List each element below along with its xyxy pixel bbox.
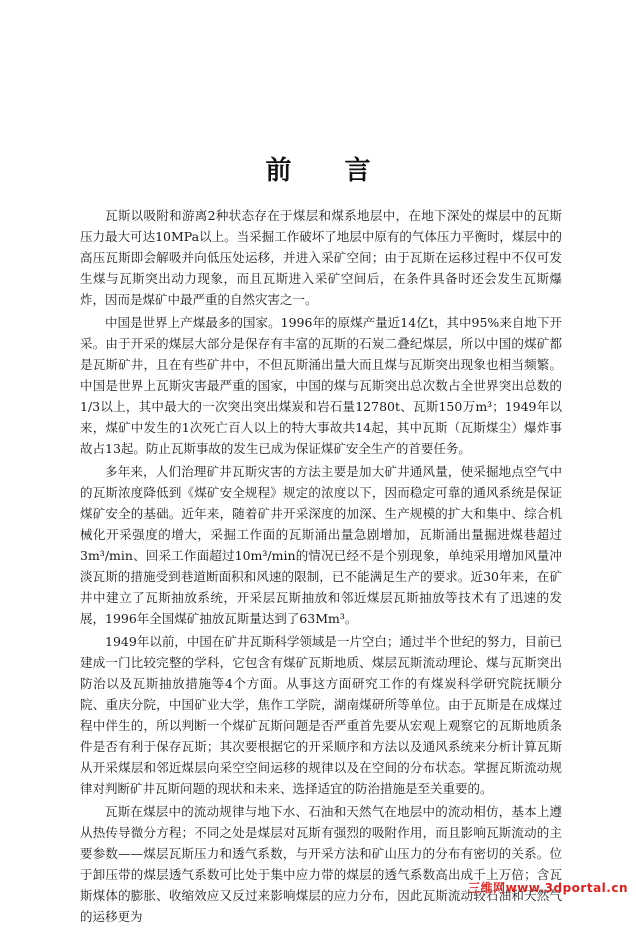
page-title: 前 言 [265, 156, 393, 186]
preface-body [80, 205, 562, 929]
paragraph-5: 瓦斯在煤层中的流动规律与地下水、石油和天然气在地层中的流动相仿，基本上遵从热传导微分方程；不同之处是煤层对瓦斯有强烈的吸附作用，而且影响瓦斯流动的主要参数——煤层瓦斯压力和透气系数，与开采方法和矿山压力的分布有密切的关系。位于卸压带的煤层透气系数可比处于集中应力带的煤层的透气系数高出成千上万倍；含瓦斯煤体的膨胀、收缩效应又反过来影响煤层的应力分布，因此瓦斯流动较石油和天然气的运移更为 [80, 804, 562, 924]
watermark: 三维网www.3dportal.cn [468, 881, 628, 895]
paragraph-1: 瓦斯以吸附和游离2种状态存在于煤层和煤系地层中，在地下深处的煤层中的瓦斯压力最大可达10MPa以上。当采掘工作破坏了地层中原有的气体压力平衡时，煤层中的高压瓦斯即会解吸并向低压处运移，并进入采矿空间；由于瓦斯在运移过程中不仅可发生煤与瓦斯突出动力现象，而且瓦斯进入采矿空间后，在条件具备时还会发生瓦斯爆炸，因而是煤矿中最严重的自然灾害之一。 [80, 208, 562, 307]
paragraph-4: 1949年以前，中国在矿井瓦斯科学领域是一片空白；通过半个世纪的努力，目前已建成一门比较完整的学科，它包含有煤矿瓦斯地质、煤层瓦斯流动理论、煤与瓦斯突出防治以及瓦斯抽放措施等4个方面。从事这方面研究工作的有煤炭科学研究院抚顺分院、重庆分院，中国矿业大学，焦作工学院，湖南煤研所等单位。由于瓦斯是在成煤过程中伴生的，所以判断一个煤矿瓦斯问题是否严重首先要从宏观上观察它的瓦斯地质条件是否有利于保存瓦斯；其次要根据它的开采顺序和方法以及通风系统来分析计算瓦斯从开采煤层和邻近煤层向采空空间运移的规律以及在空间的分布状态。掌握瓦斯流动规律对判断矿井瓦斯问题的现状和未来、选择适宜的防治措施是至关重要的。 [80, 634, 562, 796]
paragraph-3: 多年来，人们治理矿井瓦斯灾害的方法主要是加大矿井通风量，使采掘地点空气中的瓦斯浓度降低到《煤矿安全规程》规定的浓度以下，因而稳定可靠的通风系统是保证煤矿安全的基础。近年来，随着矿井开采深度的加深、生产规模的扩大和集中、综合机械化开采强度的增大，采掘工作面的瓦斯涌出量急剧增加，瓦斯涌出量掘进煤巷超过3m³/min、回采工作面超过10m³/min的情况已经不是个别现象，单纯采用增加风量冲淡瓦斯的措施受到巷道断面积和风速的限制，已不能满足生产的要求。近30年来，在矿井中建立了瓦斯抽放系统，开采层瓦斯抽放和邻近煤层瓦斯抽放等技术有了迅速的发展，1996年全国煤矿抽放瓦斯量达到了63Mm³。 [80, 464, 562, 626]
paragraph-2: 中国是世界上产煤最多的国家。1996年的原煤产量近14亿t，其中95%来自地下开采。由于开采的煤层大部分是保存有丰富的瓦斯的石炭二叠纪煤层，所以中国的煤矿都是瓦斯矿井，且在有些矿井中，不但瓦斯涌出量大而且煤与瓦斯突出现象也相当频繁。中国是世界上瓦斯灾害最严重的国家，中国的煤与瓦斯突出总次数占全世界突出总数的1/3以上，其中最大的一次突出突出煤炭和岩石量12780t、瓦斯150万m³；1949年以来，煤矿中发生的1次死亡百人以上的特大事故共14起，其中瓦斯（瓦斯煤尘）爆炸事故占13起。防止瓦斯事故的发生已成为保证煤矿安全生产的首要任务。 [80, 315, 562, 456]
